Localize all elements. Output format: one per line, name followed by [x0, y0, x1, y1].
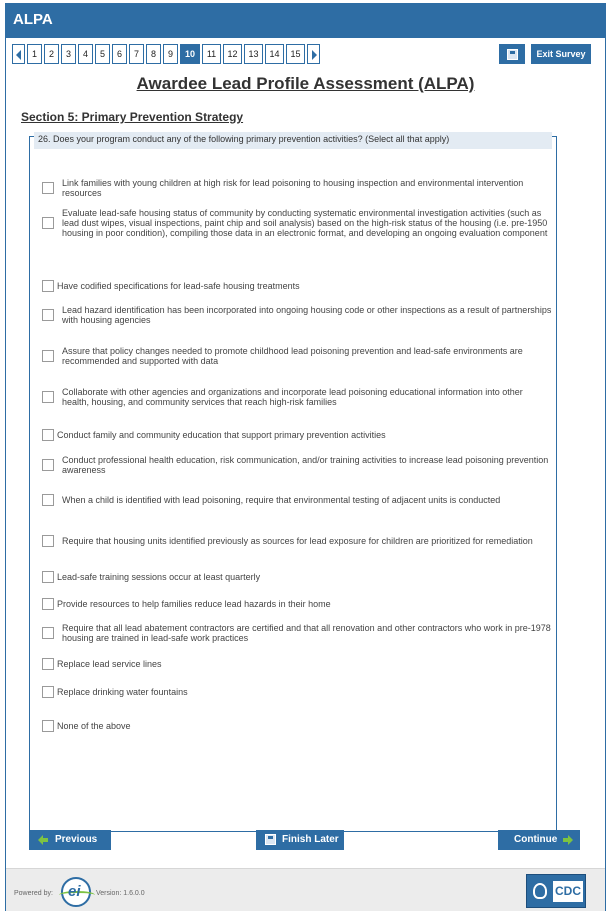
- option-row[interactable]: [42, 178, 552, 198]
- finish-later-label: Finish Later: [282, 834, 339, 845]
- option-row[interactable]: [42, 346, 552, 366]
- version-label: Version: 1.6.0.0: [96, 890, 145, 897]
- option-checkbox[interactable]: [42, 429, 54, 441]
- arrow-right-icon: [563, 835, 573, 845]
- option-row[interactable]: [42, 623, 552, 643]
- option-label: Replace drinking water fountains: [57, 687, 188, 697]
- option-checkbox[interactable]: [42, 627, 54, 639]
- page-link-12[interactable]: 12: [223, 44, 242, 64]
- continue-button[interactable]: [498, 830, 580, 850]
- app-frame: [5, 3, 606, 911]
- option-label: Lead-safe training sessions occur at least quarterly: [57, 572, 261, 582]
- page-link-13[interactable]: 13: [244, 44, 263, 64]
- option-label: Provide resources to help families reduce lead hazards in their home: [57, 599, 331, 609]
- powered-by-label: Powered by:: [14, 890, 53, 897]
- ei-logo: ei: [61, 877, 91, 907]
- page-link-1[interactable]: 1: [27, 44, 42, 64]
- option-checkbox[interactable]: [42, 217, 54, 229]
- option-label: Link families with young children at high risk for lead poisoning to housing inspection and environmental intervention resources: [62, 178, 524, 198]
- cdc-logo: [526, 874, 586, 908]
- app-title: ALPA: [13, 11, 53, 28]
- option-label: Require that all lead abatement contractors are certified and that all renovation and other contractors who work in pre-1978 housing are trained in lead-safe work practices: [62, 623, 551, 643]
- page-title: Awardee Lead Profile Assessment (ALPA): [136, 74, 475, 93]
- app-title-bar: [6, 4, 605, 38]
- save-button[interactable]: [499, 44, 525, 64]
- page-link-4[interactable]: 4: [78, 44, 93, 64]
- option-checkbox[interactable]: [42, 720, 54, 732]
- page-link-3[interactable]: 3: [61, 44, 76, 64]
- option-checkbox[interactable]: [42, 494, 54, 506]
- option-checkbox[interactable]: [42, 658, 54, 670]
- exit-survey-button[interactable]: Exit Survey: [531, 44, 591, 64]
- option-checkbox[interactable]: [42, 686, 54, 698]
- option-row[interactable]: [42, 208, 552, 238]
- page-link-2[interactable]: 2: [44, 44, 59, 64]
- option-checkbox[interactable]: [42, 280, 54, 292]
- option-row[interactable]: [42, 387, 552, 407]
- option-label: When a child is identified with lead poisoning, require that environmental testing of adjacent units is conducted: [62, 495, 501, 505]
- option-row[interactable]: [42, 429, 552, 441]
- option-row[interactable]: [42, 686, 552, 698]
- option-label: Conduct professional health education, risk communication, and/or training activities to increase lead poisoning prevention awareness: [62, 455, 549, 475]
- option-label: Assure that policy changes needed to promote childhood lead poisoning prevention and lead-safe environments are recommended and supported with data: [62, 346, 523, 366]
- option-label: Have codified specifications for lead-safe housing treatments: [57, 281, 300, 291]
- page-link-9[interactable]: 9: [163, 44, 178, 64]
- page-link-14[interactable]: 14: [265, 44, 284, 64]
- prev-page-arrow-icon[interactable]: [12, 44, 25, 64]
- cdc-logo-text: CDC: [553, 881, 583, 902]
- option-checkbox[interactable]: [42, 571, 54, 583]
- page-link-15[interactable]: 15: [286, 44, 305, 64]
- option-label: Collaborate with other agencies and organizations and incorporate lead poisoning educational information into other health, housing, and community services that reach high-risk families: [62, 387, 523, 407]
- option-label: Evaluate lead-safe housing status of community by conducting systematic environmental investigation activities (such as lead dust wipes, visual inspections, paint chip and soil analysis) based on the high-risk status of the housing (i.e. pre-1950 housing in poor condition), compiling those data in an electronic format, and developing an ongoing evaluation component: [62, 208, 548, 238]
- page-link-5[interactable]: 5: [95, 44, 110, 64]
- option-row[interactable]: [42, 571, 552, 583]
- save-icon: [507, 49, 518, 60]
- option-row[interactable]: [42, 280, 552, 292]
- section-title: Section 5: Primary Prevention Strategy: [21, 110, 244, 124]
- page-link-10-current[interactable]: 10: [180, 44, 200, 64]
- option-label: Conduct family and community education that support primary prevention activities: [57, 430, 386, 440]
- option-checkbox[interactable]: [42, 391, 54, 403]
- arrow-left-icon: [38, 835, 48, 845]
- option-checkbox[interactable]: [42, 598, 54, 610]
- option-row[interactable]: [42, 720, 552, 732]
- option-row[interactable]: [42, 535, 552, 547]
- continue-label: Continue: [514, 834, 558, 845]
- option-label: Replace lead service lines: [57, 659, 162, 669]
- option-checkbox[interactable]: [42, 459, 54, 471]
- option-row[interactable]: [42, 455, 552, 475]
- option-checkbox[interactable]: [42, 535, 54, 547]
- hhs-eagle-icon: [533, 883, 547, 899]
- option-label: Lead hazard identification has been incorporated into ongoing housing code or other inspections as a result of partnerships with housing agencies: [62, 305, 552, 325]
- next-page-arrow-icon[interactable]: [307, 44, 320, 64]
- option-label: None of the above: [57, 721, 131, 731]
- option-row[interactable]: [42, 598, 552, 610]
- option-checkbox[interactable]: [42, 182, 54, 194]
- page-link-7[interactable]: 7: [129, 44, 144, 64]
- previous-button[interactable]: [29, 830, 111, 850]
- page-link-11[interactable]: 11: [202, 44, 221, 64]
- save-icon: [265, 834, 276, 845]
- option-label: Require that housing units identified previously as sources for lead exposure for children are prioritized for remediation: [62, 536, 533, 546]
- option-row[interactable]: [42, 494, 552, 506]
- question-text: 26. Does your program conduct any of the following primary prevention activities? (Select all that apply): [34, 132, 552, 149]
- option-row[interactable]: [42, 658, 552, 670]
- footer: [6, 868, 605, 911]
- option-checkbox[interactable]: [42, 309, 54, 321]
- option-checkbox[interactable]: [42, 350, 54, 362]
- page-link-6[interactable]: 6: [112, 44, 127, 64]
- finish-later-button[interactable]: [256, 830, 344, 850]
- previous-label: Previous: [55, 834, 98, 845]
- page-navigator: [12, 44, 320, 64]
- option-row[interactable]: [42, 305, 552, 325]
- page-link-8[interactable]: 8: [146, 44, 161, 64]
